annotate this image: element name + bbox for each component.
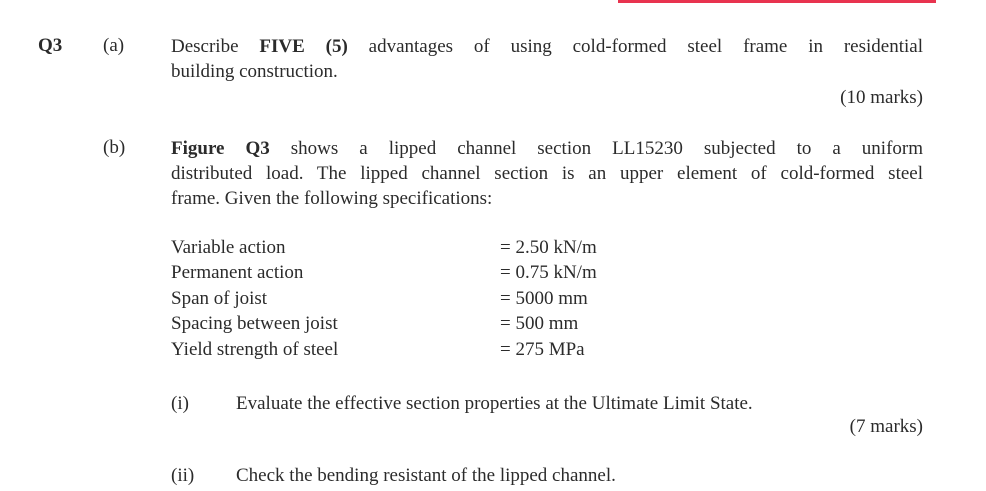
spec-name: Span of joist	[171, 288, 268, 309]
part-a-rest: advantages of using cold-formed steel frame in residential	[347, 36, 923, 57]
spec-name: Permanent action	[171, 262, 304, 283]
sub-i-marks: (7 marks)	[849, 416, 923, 437]
part-a-line2: building construction.	[171, 61, 338, 82]
sub-ii-label: (ii)	[171, 465, 195, 486]
part-a-label: (a)	[103, 35, 125, 56]
part-b-label: (b)	[103, 137, 126, 158]
sub-ii-text: Check the bending resistant of the lipped channel.	[236, 465, 616, 486]
spec-value: = 2.50 kN/m	[500, 237, 597, 258]
part-a-line1	[171, 34, 923, 59]
part-a-lead: Describe	[171, 36, 260, 57]
spec-name: Yield strength of steel	[171, 339, 339, 360]
sub-i-label: (i)	[171, 393, 189, 414]
sub-i-text: Evaluate the effective section properties at the Ultimate Limit State.	[236, 393, 753, 414]
part-b-line2: distributed load. The lipped channel section is an upper element of cold-formed steel	[171, 163, 923, 184]
part-b-line1	[171, 136, 923, 161]
part-a-marks: (10 marks)	[840, 87, 923, 108]
spec-value: = 0.75 kN/m	[500, 262, 597, 283]
question-number: Q3	[38, 35, 63, 56]
part-b-line3: frame. Given the following specifications:	[171, 188, 493, 209]
spec-value: = 500 mm	[500, 313, 579, 334]
part-a-emphasis: FIVE (5)	[259, 36, 348, 57]
accent-bar	[618, 0, 936, 3]
spec-name: Spacing between joist	[171, 313, 338, 334]
figure-reference: Figure Q3	[171, 138, 270, 159]
spec-value: = 5000 mm	[500, 288, 588, 309]
spec-name: Variable action	[171, 237, 286, 258]
spec-value: = 275 MPa	[500, 339, 585, 360]
part-b-line1-rest: shows a lipped channel section LL15230 subjected to a uniform	[269, 138, 923, 159]
